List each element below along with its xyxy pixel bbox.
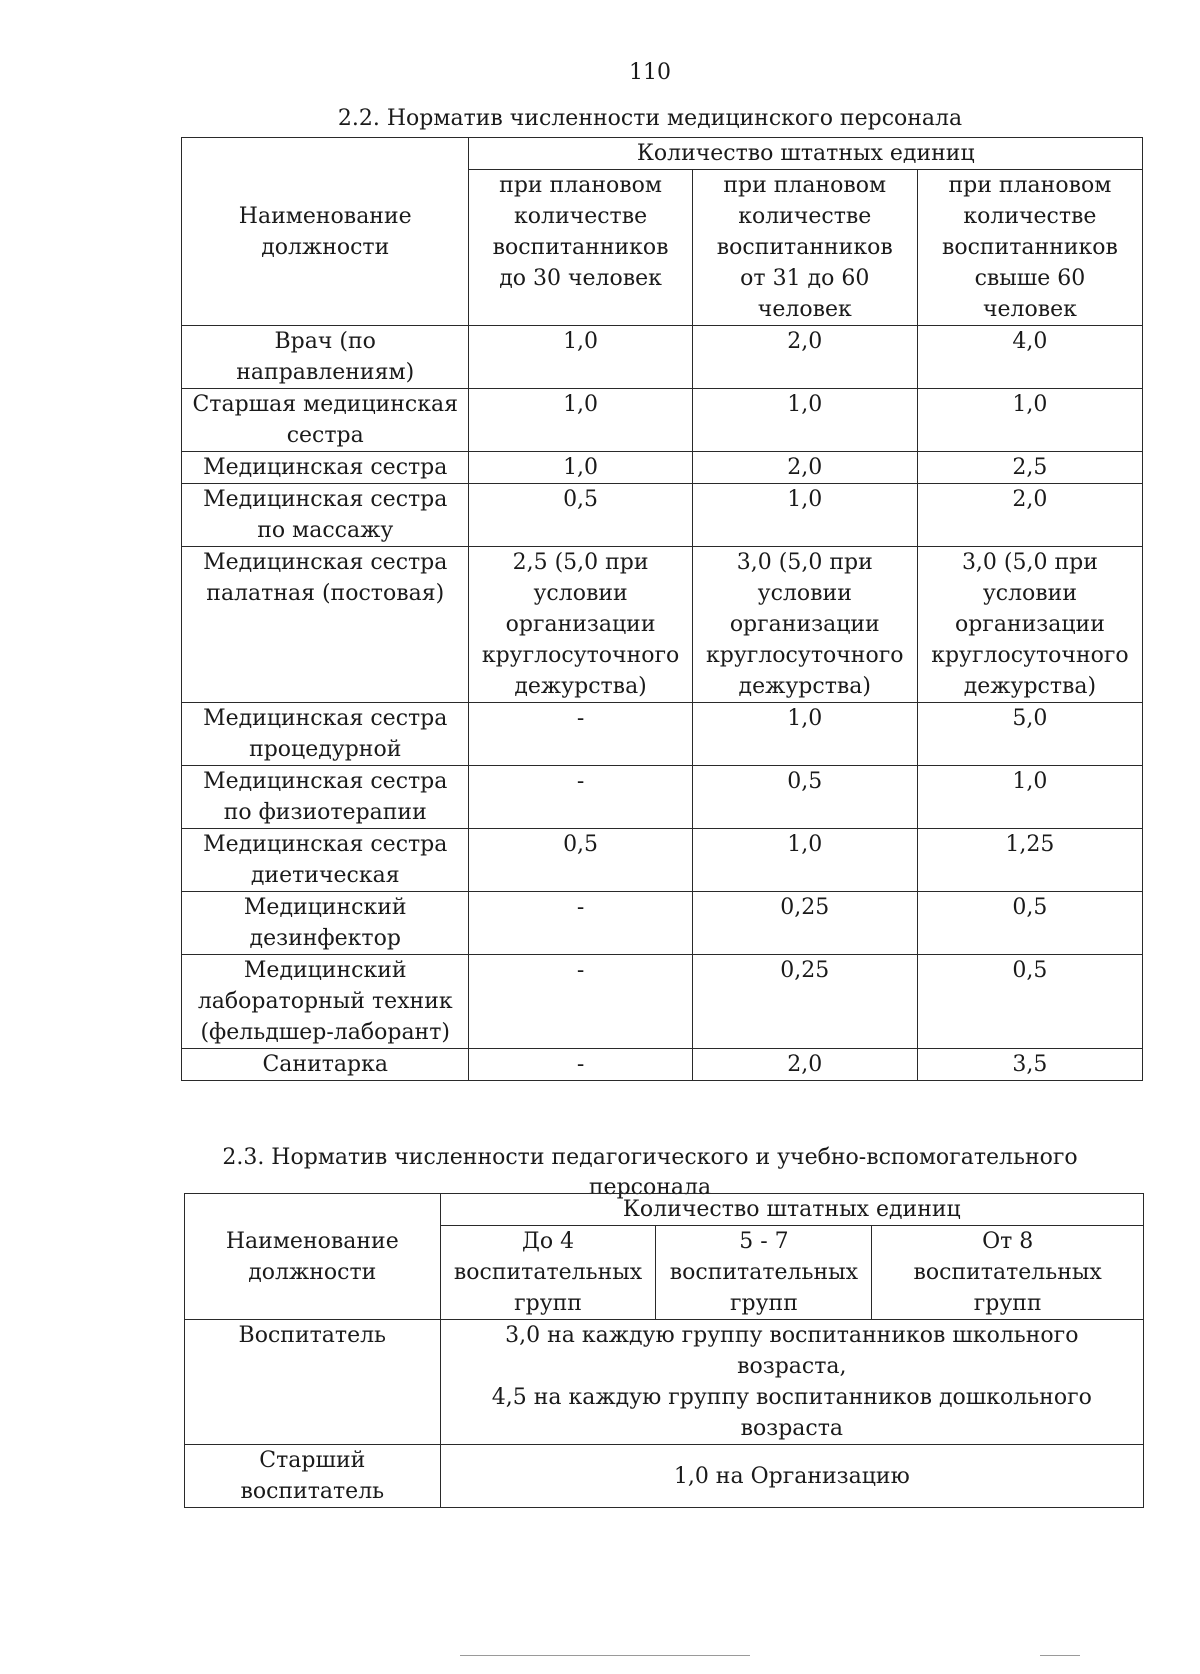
column-group-header: Количество штатных единиц bbox=[469, 138, 1143, 170]
staff-count-cell: 2,0 bbox=[692, 452, 917, 484]
staff-count-cell: 3,5 bbox=[917, 1049, 1142, 1081]
table-row bbox=[182, 484, 1143, 547]
staff-count-cell: 4,0 bbox=[917, 326, 1142, 389]
position-name-cell: Медицинская сестра процедурной bbox=[182, 703, 469, 766]
staff-count-cell: 2,5 (5,0 при условии организации круглосуточного дежурства) bbox=[469, 547, 692, 703]
position-name-cell: Старший воспитатель bbox=[185, 1445, 441, 1508]
scan-artifact-line bbox=[460, 1655, 750, 1656]
staff-count-cell: - bbox=[469, 1049, 692, 1081]
table-row bbox=[182, 955, 1143, 1049]
staff-count-cell: 0,5 bbox=[917, 955, 1142, 1049]
medical-staff-table-body bbox=[182, 326, 1143, 1081]
column-header-31-to-60: при плановом количестве воспитанников от 31 до 60 человек bbox=[692, 170, 917, 326]
staff-count-cell: 1,0 bbox=[692, 484, 917, 547]
column-header-up-to-30: при плановом количестве воспитанников до 30 человек bbox=[469, 170, 692, 326]
pedagogical-staff-table bbox=[184, 1193, 1144, 1508]
staff-count-cell: 3,0 (5,0 при условии организации круглосуточного дежурства) bbox=[692, 547, 917, 703]
table-row bbox=[182, 829, 1143, 892]
staff-norm-cell: 3,0 на каждую группу воспитанников школьного возраста, 4,5 на каждую группу воспитанников дошкольного возраста bbox=[440, 1320, 1143, 1445]
staff-count-cell: 1,0 bbox=[692, 703, 917, 766]
staff-count-cell: 1,0 bbox=[469, 452, 692, 484]
table-row bbox=[182, 547, 1143, 703]
column-header-up-to-4-groups: До 4 воспитательных групп bbox=[440, 1226, 656, 1320]
table-row bbox=[182, 766, 1143, 829]
staff-count-cell: 1,0 bbox=[917, 389, 1142, 452]
staff-count-cell: - bbox=[469, 892, 692, 955]
position-name-cell: Медицинская сестра по массажу bbox=[182, 484, 469, 547]
scan-artifact-line bbox=[1040, 1655, 1080, 1656]
position-name-cell: Воспитатель bbox=[185, 1320, 441, 1445]
staff-count-cell: 1,25 bbox=[917, 829, 1142, 892]
table-row bbox=[182, 326, 1143, 389]
position-name-cell: Медицинский лабораторный техник (фельдшер-лаборант) bbox=[182, 955, 469, 1049]
staff-count-cell: 1,0 bbox=[692, 829, 917, 892]
table-row bbox=[182, 703, 1143, 766]
staff-count-cell: 2,0 bbox=[917, 484, 1142, 547]
column-header-5-to-7-groups: 5 - 7 воспитательных групп bbox=[656, 1226, 872, 1320]
table-header-row bbox=[182, 138, 1143, 170]
section-title-pedagogical-staff: 2.3. Норматив численности педагогического и учебно-вспомогательного персонала bbox=[222, 1145, 1078, 1200]
staff-count-cell: 2,0 bbox=[692, 326, 917, 389]
staff-count-cell: 1,0 bbox=[469, 326, 692, 389]
position-name-cell: Медицинская сестра палатная (постовая) bbox=[182, 547, 469, 703]
table-row bbox=[182, 892, 1143, 955]
staff-count-cell: 5,0 bbox=[917, 703, 1142, 766]
position-name-cell: Медицинская сестра диетическая bbox=[182, 829, 469, 892]
position-name-cell: Санитарка bbox=[182, 1049, 469, 1081]
staff-count-cell: 1,0 bbox=[469, 389, 692, 452]
table-row bbox=[185, 1320, 1144, 1445]
table-row bbox=[182, 1049, 1143, 1081]
staff-count-cell: 2,5 bbox=[917, 452, 1142, 484]
position-name-cell: Медицинская сестра по физиотерапии bbox=[182, 766, 469, 829]
staff-count-cell: 0,5 bbox=[469, 829, 692, 892]
staff-count-cell: - bbox=[469, 766, 692, 829]
staff-count-cell: 1,0 bbox=[917, 766, 1142, 829]
staff-norm-cell: 1,0 на Организацию bbox=[440, 1445, 1143, 1508]
column-header-from-8-groups: От 8 воспитательных групп bbox=[872, 1226, 1144, 1320]
position-name-cell: Старшая медицинская сестра bbox=[182, 389, 469, 452]
staff-count-cell: 2,0 bbox=[692, 1049, 917, 1081]
table-header-row bbox=[185, 1194, 1144, 1226]
position-name-cell: Медицинский дезинфектор bbox=[182, 892, 469, 955]
page-number: 110 bbox=[629, 60, 671, 85]
staff-count-cell: 3,0 (5,0 при условии организации круглосуточного дежурства) bbox=[917, 547, 1142, 703]
staff-count-cell: 0,5 bbox=[917, 892, 1142, 955]
staff-count-cell: - bbox=[469, 955, 692, 1049]
medical-staff-table bbox=[181, 137, 1143, 1081]
staff-count-cell: 1,0 bbox=[692, 389, 917, 452]
staff-count-cell: 0,5 bbox=[692, 766, 917, 829]
column-header-over-60: при плановом количестве воспитанников свыше 60 человек bbox=[917, 170, 1142, 326]
table-row bbox=[182, 452, 1143, 484]
column-header-position: Наименование должности bbox=[182, 138, 469, 326]
section-title-medical-staff: 2.2. Норматив численности медицинского персонала bbox=[337, 106, 963, 131]
table-row bbox=[185, 1445, 1144, 1508]
staff-count-cell: 0,5 bbox=[469, 484, 692, 547]
staff-count-cell: - bbox=[469, 703, 692, 766]
column-group-header: Количество штатных единиц bbox=[440, 1194, 1143, 1226]
table-row bbox=[182, 389, 1143, 452]
position-name-cell: Врач (по направлениям) bbox=[182, 326, 469, 389]
staff-count-cell: 0,25 bbox=[692, 955, 917, 1049]
column-header-position: Наименование должности bbox=[185, 1194, 441, 1320]
staff-count-cell: 0,25 bbox=[692, 892, 917, 955]
position-name-cell: Медицинская сестра bbox=[182, 452, 469, 484]
